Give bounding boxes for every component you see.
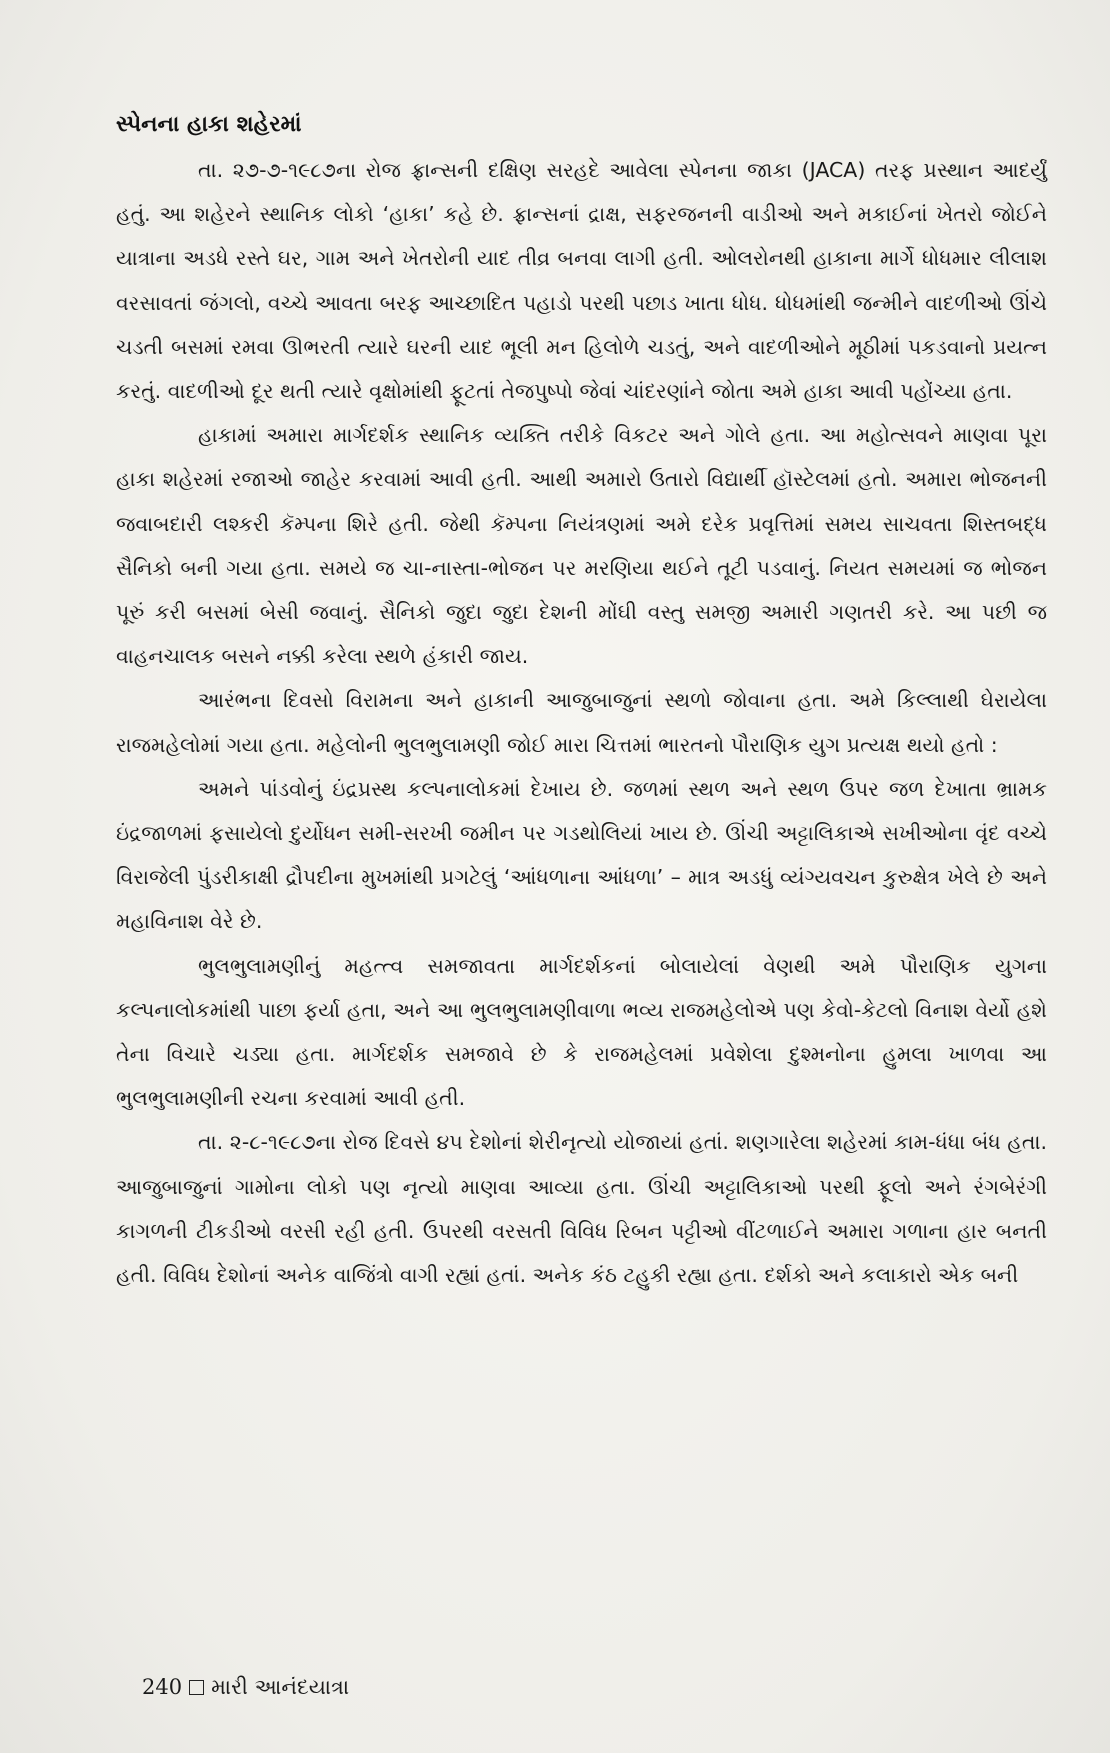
page-text [116, 110, 1047, 1297]
paragraph: આરંભના દિવસો વિરામના અને હાકાની આજુબાજુનાં સ્થળો જોવાના હતા. અમે કિલ્લાથી ઘેરાયેલા રાજમહેલોમાં ગયા હતા. મહેલોની ભુલભુલામણી જોઈ મારા ચિત્તમાં ભારતનો પૌરાણિક યુગ પ્રત્યક્ષ થયો હતો : [116, 688, 1047, 757]
page-footer [142, 1673, 349, 1701]
paragraph: અમને પાંડવોનું ઇંદ્રપ્રસ્થ કલ્પનાલોકમાં દેખાય છે. જળમાં સ્થળ અને સ્થળ ઉપર જળ દેખાતા ભ્રામક ઇંદ્રજાળમાં ફસાયેલો દુર્યોધન સમી-સરખી જમીન પર ગડથોલિયાં ખાય છે. ઊંચી અટ્ટાલિકાએ સખીઓના વૃંદ વચ્ચે વિરાજેલી પુંડરીકાક્ષી દ્રૌપદીના મુખમાંથી પ્રગટેલું ‘આંધળાના આંધળા’ – માત્ર અડધું વ્યંગ્યવચન કુરુક્ષેત્ર ખેલે છે અને મહાવિનાશ વેરે છે. [116, 776, 1047, 934]
paragraph: તા. ૨૭-૭-૧૯૮૭ના રોજ ફ્રાન્સની દક્ષિણ સરહદે આવેલા સ્પેનના જાકા (JACA) તરફ પ્રસ્થાન આદર્યું હતું. આ શહેરને સ્થાનિક લોકો ‘હાકા’ કહે છે. ફ્રાન્સનાં દ્રાક્ષ, સફરજનની વાડીઓ અને મકાઈનાં ખેતરો જોઈને યાત્રાના અડધે રસ્તે ઘર, ગામ અને ખેતરોની યાદ તીવ્ર બનવા લાગી હતી. ઓલરોનથી હાકાના માર્ગે ધોધમાર લીલાશ વરસાવતાં જંગલો, વચ્ચે આવતા બરફ આચ્છાદિત પહાડો પરથી પછાડ ખાતા ધોધ. ધોધમાંથી જન્મીને વાદળીઓ ઊંચે ચડતી બસમાં રમવા ઊભરતી ત્યારે ઘરની યાદ ભૂલી મન હિલોળે ચડતું, અને વાદળીઓને મૂઠીમાં પકડવાનો પ્રયત્ન કરતું. વાદળીઓ દૂર થતી ત્યારે વૃક્ષોમાંથી ફૂટતાં તેજપુષ્પો જેવાં ચાંદરણાંને જોતા અમે હાકા આવી પહોંચ્યા હતા. [116, 158, 1047, 404]
paragraph: હાકામાં અમારા માર્ગદર્શક સ્થાનિક વ્યક્તિ તરીકે વિકટર અને ગોલે હતા. આ મહોત્સવને માણવા પૂરા હાકા શહેરમાં રજાઓ જાહેર કરવામાં આવી હતી. આથી અમારો ઉતારો વિદ્યાર્થી હૉસ્ટેલમાં હતો. અમારા ભોજનની જવાબદારી લશ્કરી કૅમ્પના શિરે હતી. જેથી કૅમ્પના નિયંત્રણમાં અમે દરેક પ્રવૃત્તિમાં સમય સાચવતા શિસ્તબદ્ધ સૈનિકો બની ગયા હતા. સમયે જ ચા-નાસ્તા-ભોજન પર મરણિયા થઈને તૂટી પડવાનું. નિયત સમયમાં જ ભોજન પૂરું કરી બસમાં બેસી જવાનું. સૈનિકો જુદા જુદા દેશની મોંઘી વસ્તુ સમજી અમારી ગણતરી કરે. આ પછી જ વાહનચાલક બસને નક્કી કરેલા સ્થળે હંકારી જાય. [116, 423, 1047, 669]
square-bullet-icon [189, 1680, 204, 1695]
section-heading: સ્પેનના હાકા શહેરમાં [116, 112, 302, 137]
page-number: 240 [142, 1675, 183, 1699]
book-title: મારી આનંદયાત્રા [211, 1675, 350, 1699]
paragraph: ભુલભુલામણીનું મહત્ત્વ સમજાવતા માર્ગદર્શકનાં બોલાયેલાં વેણથી અમે પૌરાણિક યુગના કલ્પનાલોકમાંથી પાછા ફર્યા હતા, અને આ ભુલભુલામણીવાળા ભવ્ય રાજમહેલોએ પણ કેવો-કેટલો વિનાશ વેર્યો હશે તેના વિચારે ચડ્યા હતા. માર્ગદર્શક સમજાવે છે કે રાજમહેલમાં પ્રવેશેલા દુશ્મનોના હુમલા ખાળવા આ ભુલભુલામણીની રચના કરવામાં આવી હતી. [116, 953, 1047, 1111]
paragraph: તા. ૨-૮-૧૯૮૭ના રોજ દિવસે ૪૫ દેશોનાં શેરીનૃત્યો યોજાયાં હતાં. શણગારેલા શહેરમાં કામ-ધંધા બંધ હતા. આજુબાજુનાં ગામોના લોકો પણ નૃત્યો માણવા આવ્યા હતા. ઊંચી અટ્ટાલિકાઓ પરથી ફૂલો અને રંગબેરંગી કાગળની ટીકડીઓ વરસી રહી હતી. ઉપરથી વરસતી વિવિધ રિબન પટ્ટીઓ વીંટળાઈને અમારા ગળાના હાર બનતી હતી. વિવિધ દેશોનાં અનેક વાજિંત્રો વાગી રહ્યાં હતાં. અનેક કંઠ ટહુકી રહ્યા હતા. દર્શકો અને કલાકારો એક બની [116, 1130, 1047, 1288]
